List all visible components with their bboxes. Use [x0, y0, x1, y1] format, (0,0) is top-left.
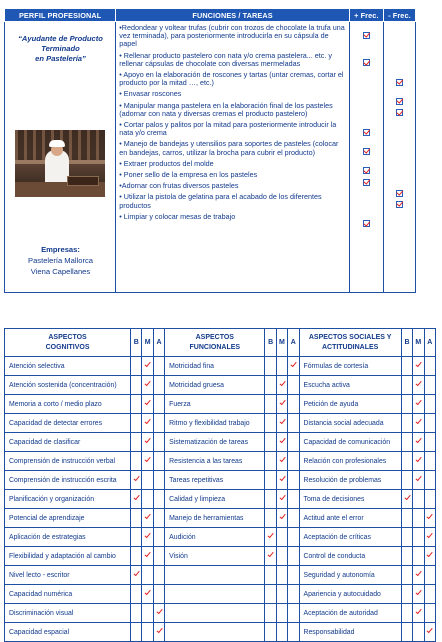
social-aspect-label: Apariencia y autocuidado — [299, 585, 401, 604]
check-mark-icon — [279, 476, 285, 483]
cognitive-aspect-label: Capacidad numérica — [5, 585, 131, 604]
cognitive-level-m-cell — [142, 566, 153, 585]
cognitive-level-b-cell — [131, 471, 142, 490]
table-row — [5, 585, 436, 604]
profile-cell — [5, 22, 116, 293]
social-level-a-cell — [424, 471, 435, 490]
social-level-b-cell — [401, 376, 412, 395]
check-mark-icon — [279, 514, 285, 521]
social-level-b-cell — [401, 414, 412, 433]
functional-level-b-cell — [265, 471, 276, 490]
social-level-m-cell — [413, 490, 424, 509]
task-item: •Redondear y voltear trufas (cubrir con trozos de chocolate la trufa una vez terminada), para posteriormente introducirla en su cápsula de papel — [119, 23, 345, 49]
check-mark-icon — [145, 381, 151, 388]
social-level-b-cell — [401, 395, 412, 414]
check-mark-icon — [415, 609, 421, 616]
cognitive-level-m-cell — [142, 395, 153, 414]
social-aspect-label: Aceptación de autoridad — [299, 604, 401, 623]
table-row — [5, 547, 436, 566]
check-mark-icon — [427, 533, 433, 540]
cognitive-level-m-cell — [142, 376, 153, 395]
functional-level-a-cell — [288, 604, 299, 623]
header-m: M — [276, 329, 287, 357]
cognitive-level-a-cell — [153, 490, 164, 509]
table-row — [5, 509, 436, 528]
social-level-a-cell — [424, 623, 435, 642]
check-mark-icon — [268, 552, 274, 559]
cognitive-level-m-cell — [142, 604, 153, 623]
check-mark-icon — [415, 590, 421, 597]
cognitive-level-a-cell — [153, 452, 164, 471]
social-aspect-label: Petición de ayuda — [299, 395, 401, 414]
check-mark-icon — [415, 457, 421, 464]
aspects-header — [5, 329, 436, 357]
functional-level-a-cell — [288, 528, 299, 547]
table-row — [5, 566, 436, 585]
table-row — [5, 414, 436, 433]
cognitive-level-a-cell — [153, 547, 164, 566]
cognitive-level-b-cell — [131, 357, 142, 376]
check-mark-icon — [156, 628, 162, 635]
cognitive-aspect-label: Comprensión de instrucción escrita — [5, 471, 131, 490]
functional-aspect-label: Motricidad gruesa — [165, 376, 265, 395]
cognitive-level-a-cell — [153, 471, 164, 490]
social-level-m-cell — [413, 585, 424, 604]
functional-level-a-cell — [288, 395, 299, 414]
cognitive-level-a-cell — [153, 376, 164, 395]
functional-aspect-label: Manejo de herramientas — [165, 509, 265, 528]
functional-level-b-cell — [265, 490, 276, 509]
social-level-m-cell — [413, 566, 424, 585]
check-mark-icon — [415, 400, 421, 407]
cognitive-aspect-label: Potencial de aprendizaje — [5, 509, 131, 528]
social-level-m-cell — [413, 509, 424, 528]
check-mark-icon — [145, 552, 151, 559]
functional-aspect-label: Resistencia a las tareas — [165, 452, 265, 471]
social-level-a-cell — [424, 528, 435, 547]
social-level-a-cell — [424, 395, 435, 414]
functional-level-a-cell — [288, 566, 299, 585]
functional-level-b-cell — [265, 509, 276, 528]
cognitive-level-b-cell — [131, 376, 142, 395]
cognitive-aspect-label: Nivel lecto - escritor — [5, 566, 131, 585]
social-level-b-cell — [401, 357, 412, 376]
table-row — [5, 357, 436, 376]
task-item: • Cortar palos y palitos por la mitad para posteriormente introducir la nata y/o crema — [119, 120, 337, 138]
check-mark-icon — [145, 419, 151, 426]
social-level-m-cell — [413, 414, 424, 433]
task-item: • Limpiar y colocar mesas de trabajo — [119, 211, 236, 221]
check-mark-icon — [145, 590, 151, 597]
functional-level-m-cell — [276, 471, 287, 490]
cognitive-level-m-cell — [142, 585, 153, 604]
task-list — [119, 24, 347, 221]
social-level-b-cell — [401, 604, 412, 623]
functional-aspect-label — [165, 623, 265, 642]
social-level-m-cell — [413, 471, 424, 490]
frequency-checkbox-icon — [363, 220, 370, 227]
frequency-checkbox-icon — [396, 98, 403, 105]
social-level-a-cell — [424, 452, 435, 471]
functional-level-a-cell — [288, 585, 299, 604]
functional-level-m-cell — [276, 623, 287, 642]
check-mark-icon — [145, 362, 151, 369]
functional-level-b-cell — [265, 623, 276, 642]
functional-level-m-cell — [276, 414, 287, 433]
cognitive-level-m-cell — [142, 414, 153, 433]
social-aspect-label: Fórmulas de cortesía — [299, 357, 401, 376]
social-level-a-cell — [424, 604, 435, 623]
task-item: • Extraer productos del molde — [119, 158, 214, 168]
cognitive-level-b-cell — [131, 585, 142, 604]
social-aspect-label: Seguridad y autonomía — [299, 566, 401, 585]
cognitive-level-a-cell — [153, 509, 164, 528]
functional-level-a-cell — [288, 471, 299, 490]
social-level-a-cell — [424, 490, 435, 509]
header-a: A — [424, 329, 435, 357]
social-level-b-cell — [401, 623, 412, 642]
aspects-body — [5, 357, 436, 642]
check-mark-icon — [415, 438, 421, 445]
cognitive-level-a-cell — [153, 357, 164, 376]
cognitive-level-m-cell — [142, 471, 153, 490]
social-level-m-cell — [413, 623, 424, 642]
functional-level-m-cell — [276, 357, 287, 376]
profile-table — [4, 8, 416, 293]
social-level-m-cell — [413, 452, 424, 471]
companies — [5, 244, 116, 277]
social-level-a-cell — [424, 585, 435, 604]
functional-level-a-cell — [288, 433, 299, 452]
functional-level-b-cell — [265, 585, 276, 604]
social-level-m-cell — [413, 528, 424, 547]
header-a: A — [288, 329, 299, 357]
header-more-frequent: + Frec. — [349, 9, 383, 22]
social-level-m-cell — [413, 433, 424, 452]
cognitive-aspect-label: Capacidad de detectar errores — [5, 414, 131, 433]
cognitive-level-b-cell — [131, 509, 142, 528]
social-level-b-cell — [401, 528, 412, 547]
social-level-b-cell — [401, 433, 412, 452]
functional-aspect-label: Visión — [165, 547, 265, 566]
header-m: M — [413, 329, 424, 357]
cognitive-level-b-cell — [131, 490, 142, 509]
social-level-m-cell — [413, 395, 424, 414]
social-aspect-label: Responsabilidad — [299, 623, 401, 642]
functional-aspect-label: Calidad y limpieza — [165, 490, 265, 509]
social-level-a-cell — [424, 414, 435, 433]
header-b: B — [265, 329, 276, 357]
social-level-a-cell — [424, 433, 435, 452]
check-mark-icon — [427, 628, 433, 635]
cognitive-level-a-cell — [153, 528, 164, 547]
social-level-b-cell — [401, 585, 412, 604]
task-item: • Utilizar la pistola de gelatina para el acabado de los diferentes productos — [119, 192, 322, 210]
check-mark-icon — [415, 476, 421, 483]
functional-level-m-cell — [276, 566, 287, 585]
cognitive-level-a-cell — [153, 585, 164, 604]
cognitive-aspect-label: Memoria a corto / medio plazo — [5, 395, 131, 414]
functional-level-m-cell — [276, 452, 287, 471]
cognitive-aspect-label: Atención selectiva — [5, 357, 131, 376]
frequency-checkbox-icon — [396, 201, 403, 208]
cognitive-level-a-cell — [153, 623, 164, 642]
frequency-checkbox-icon — [363, 167, 370, 174]
task-item: • Rellenar producto pastelero con nata y/o crema pastelera... etc. y rellenar cápsulas de chocolate con diversas mermeladas — [119, 50, 332, 68]
table-row — [5, 604, 436, 623]
social-aspect-label: Relación con profesionales — [299, 452, 401, 471]
check-mark-icon — [404, 495, 410, 502]
functional-level-a-cell — [288, 547, 299, 566]
social-aspect-label: Actitud ante el error — [299, 509, 401, 528]
frequency-checkbox-icon — [363, 59, 370, 66]
cognitive-level-m-cell — [142, 623, 153, 642]
check-mark-icon — [279, 400, 285, 407]
social-level-b-cell — [401, 452, 412, 471]
functional-level-m-cell — [276, 490, 287, 509]
cognitive-aspect-label: Discriminación visual — [5, 604, 131, 623]
cognitive-level-m-cell — [142, 433, 153, 452]
check-mark-icon — [290, 362, 296, 369]
cognitive-level-m-cell — [142, 528, 153, 547]
functional-aspect-label — [165, 585, 265, 604]
cognitive-level-m-cell — [142, 452, 153, 471]
cognitive-aspect-label: Capacidad de clasificar — [5, 433, 131, 452]
check-mark-icon — [427, 514, 433, 521]
companies-label: Empresas: — [41, 245, 80, 254]
cognitive-level-a-cell — [153, 604, 164, 623]
cognitive-level-m-cell — [142, 357, 153, 376]
check-mark-icon — [145, 514, 151, 521]
functional-aspect-label: Sistematización de tareas — [165, 433, 265, 452]
social-level-a-cell — [424, 357, 435, 376]
check-mark-icon — [279, 495, 285, 502]
cognitive-aspect-label: Planificación y organización — [5, 490, 131, 509]
company-name: Viena Capellanes — [30, 267, 91, 276]
functional-aspect-label: Motricidad fina — [165, 357, 265, 376]
task-item: • Manipular manga pastelera en la elaboración final de los pasteles (adornar con nata y diversas cremas el producto pastelero) — [119, 100, 333, 118]
functional-level-b-cell — [265, 433, 276, 452]
functional-level-b-cell — [265, 452, 276, 471]
functional-level-m-cell — [276, 585, 287, 604]
cognitive-level-m-cell — [142, 509, 153, 528]
check-mark-icon — [145, 533, 151, 540]
functional-level-m-cell — [276, 528, 287, 547]
social-aspect-label: Aceptación de críticas — [299, 528, 401, 547]
social-level-a-cell — [424, 376, 435, 395]
cognitive-level-b-cell — [131, 414, 142, 433]
check-mark-icon — [415, 571, 421, 578]
functional-level-m-cell — [276, 433, 287, 452]
table-row — [5, 452, 436, 471]
header-cognitive: ASPECTOS COGNITIVOS — [5, 329, 131, 357]
task-item: • Poner sello de la empresa en los pasteles — [119, 170, 258, 180]
company-name: Pastelería Mallorca — [28, 256, 93, 265]
cognitive-level-a-cell — [153, 433, 164, 452]
frequency-checkbox-icon — [396, 190, 403, 197]
frequency-checkbox-icon — [363, 148, 370, 155]
header-social: ASPECTOS SOCIALES Y ACTITUDINALES — [299, 329, 401, 357]
social-level-a-cell — [424, 566, 435, 585]
functional-level-b-cell — [265, 566, 276, 585]
table-row — [5, 528, 436, 547]
cognitive-level-m-cell — [142, 547, 153, 566]
cognitive-level-b-cell — [131, 452, 142, 471]
check-mark-icon — [156, 609, 162, 616]
functional-level-m-cell — [276, 547, 287, 566]
header-m: M — [142, 329, 153, 357]
social-level-m-cell — [413, 547, 424, 566]
social-aspect-label: Distancia social adecuada — [299, 414, 401, 433]
cognitive-level-b-cell — [131, 528, 142, 547]
task-item: • Manejo de bandejas y utensilios para soportes de pasteles (colocar en bandejas, carros, utilizar la brocha para cubrir el producto) — [119, 139, 339, 157]
table-row — [5, 433, 436, 452]
profile-title: “Ayudante de Producto Terminado en Pastelería” — [18, 34, 103, 63]
task-item: • Apoyo en la elaboración de roscones y tartas (untar cremas, cortar el producto por la mitad …, etc.) — [119, 70, 344, 88]
check-mark-icon — [133, 495, 139, 502]
header-a: A — [153, 329, 164, 357]
cognitive-level-b-cell — [131, 604, 142, 623]
check-mark-icon — [415, 419, 421, 426]
table-row — [5, 623, 436, 642]
check-mark-icon — [145, 457, 151, 464]
cognitive-level-a-cell — [153, 414, 164, 433]
check-mark-icon — [279, 457, 285, 464]
cognitive-aspect-label: Flexibilidad y adaptación al cambio — [5, 547, 131, 566]
check-mark-icon — [279, 419, 285, 426]
check-mark-icon — [145, 400, 151, 407]
social-level-m-cell — [413, 357, 424, 376]
functional-level-b-cell — [265, 414, 276, 433]
social-aspect-label: Resolución de problemas — [299, 471, 401, 490]
tasks-cell — [116, 22, 350, 293]
pastry-worker-photo — [15, 130, 105, 197]
functional-level-a-cell — [288, 623, 299, 642]
check-mark-icon — [415, 381, 421, 388]
profile-table-header — [5, 9, 416, 22]
cognitive-aspect-label: Comprensión de instrucción verbal — [5, 452, 131, 471]
cognitive-level-b-cell — [131, 395, 142, 414]
social-level-m-cell — [413, 604, 424, 623]
functional-level-a-cell — [288, 357, 299, 376]
check-mark-icon — [415, 362, 421, 369]
frequency-checkbox-icon — [363, 179, 370, 186]
cognitive-level-b-cell — [131, 547, 142, 566]
social-aspect-label: Control de conducta — [299, 547, 401, 566]
check-mark-icon — [279, 438, 285, 445]
profile-panel — [5, 22, 115, 292]
less-frequent-column — [383, 22, 415, 293]
cognitive-level-b-cell — [131, 433, 142, 452]
functional-level-b-cell — [265, 528, 276, 547]
functional-level-m-cell — [276, 395, 287, 414]
functional-level-b-cell — [265, 357, 276, 376]
functional-aspect-label: Fuerza — [165, 395, 265, 414]
cognitive-aspect-label: Capacidad espacial — [5, 623, 131, 642]
header-profile: PERFIL PROFESIONAL — [5, 9, 116, 22]
header-less-frequent: - Frec. — [383, 9, 415, 22]
aspects-table — [4, 328, 436, 642]
header-tasks: FUNCIONES / TAREAS — [116, 9, 350, 22]
more-frequent-column — [349, 22, 383, 293]
social-level-a-cell — [424, 509, 435, 528]
profile-table-body — [5, 22, 416, 293]
check-mark-icon — [145, 438, 151, 445]
functional-aspect-label: Audición — [165, 528, 265, 547]
table-row — [5, 376, 436, 395]
functional-level-a-cell — [288, 376, 299, 395]
social-level-b-cell — [401, 566, 412, 585]
frequency-checkbox-icon — [396, 109, 403, 116]
frequency-checkbox-icon — [363, 32, 370, 39]
functional-level-b-cell — [265, 395, 276, 414]
functional-level-a-cell — [288, 509, 299, 528]
table-row — [5, 471, 436, 490]
table-row — [5, 395, 436, 414]
functional-level-b-cell — [265, 604, 276, 623]
functional-level-a-cell — [288, 452, 299, 471]
frequency-checkbox-icon — [396, 79, 403, 86]
social-aspect-label: Toma de decisiones — [299, 490, 401, 509]
check-mark-icon — [133, 476, 139, 483]
social-level-b-cell — [401, 490, 412, 509]
check-mark-icon — [133, 571, 139, 578]
cognitive-level-m-cell — [142, 490, 153, 509]
functional-level-m-cell — [276, 376, 287, 395]
social-level-m-cell — [413, 376, 424, 395]
social-aspect-label: Escucha activa — [299, 376, 401, 395]
task-item: • Envasar roscones — [119, 89, 182, 99]
header-functional: ASPECTOS FUNCIONALES — [165, 329, 265, 357]
table-row — [5, 490, 436, 509]
social-level-b-cell — [401, 509, 412, 528]
cognitive-level-b-cell — [131, 623, 142, 642]
functional-aspect-label: Tareas repetitivas — [165, 471, 265, 490]
cognitive-aspect-label: Aplicación de estrategias — [5, 528, 131, 547]
header-b: B — [131, 329, 142, 357]
social-level-b-cell — [401, 471, 412, 490]
functional-aspect-label — [165, 604, 265, 623]
functional-aspect-label: Ritmo y flexibilidad trabajo — [165, 414, 265, 433]
header-b: B — [401, 329, 412, 357]
cognitive-level-b-cell — [131, 566, 142, 585]
check-mark-icon — [268, 533, 274, 540]
functional-level-m-cell — [276, 604, 287, 623]
cognitive-aspect-label: Atención sostenida (concentración) — [5, 376, 131, 395]
functional-level-b-cell — [265, 376, 276, 395]
functional-level-a-cell — [288, 414, 299, 433]
social-level-b-cell — [401, 547, 412, 566]
check-mark-icon — [427, 552, 433, 559]
social-aspect-label: Capacidad de comunicación — [299, 433, 401, 452]
check-mark-icon — [279, 381, 285, 388]
cognitive-level-a-cell — [153, 395, 164, 414]
frequency-checkbox-icon — [363, 129, 370, 136]
social-level-a-cell — [424, 547, 435, 566]
functional-level-b-cell — [265, 547, 276, 566]
functional-aspect-label — [165, 566, 265, 585]
functional-level-m-cell — [276, 509, 287, 528]
task-item: •Adornar con frutas diversos pasteles — [119, 181, 239, 191]
functional-level-a-cell — [288, 490, 299, 509]
cognitive-level-a-cell — [153, 566, 164, 585]
